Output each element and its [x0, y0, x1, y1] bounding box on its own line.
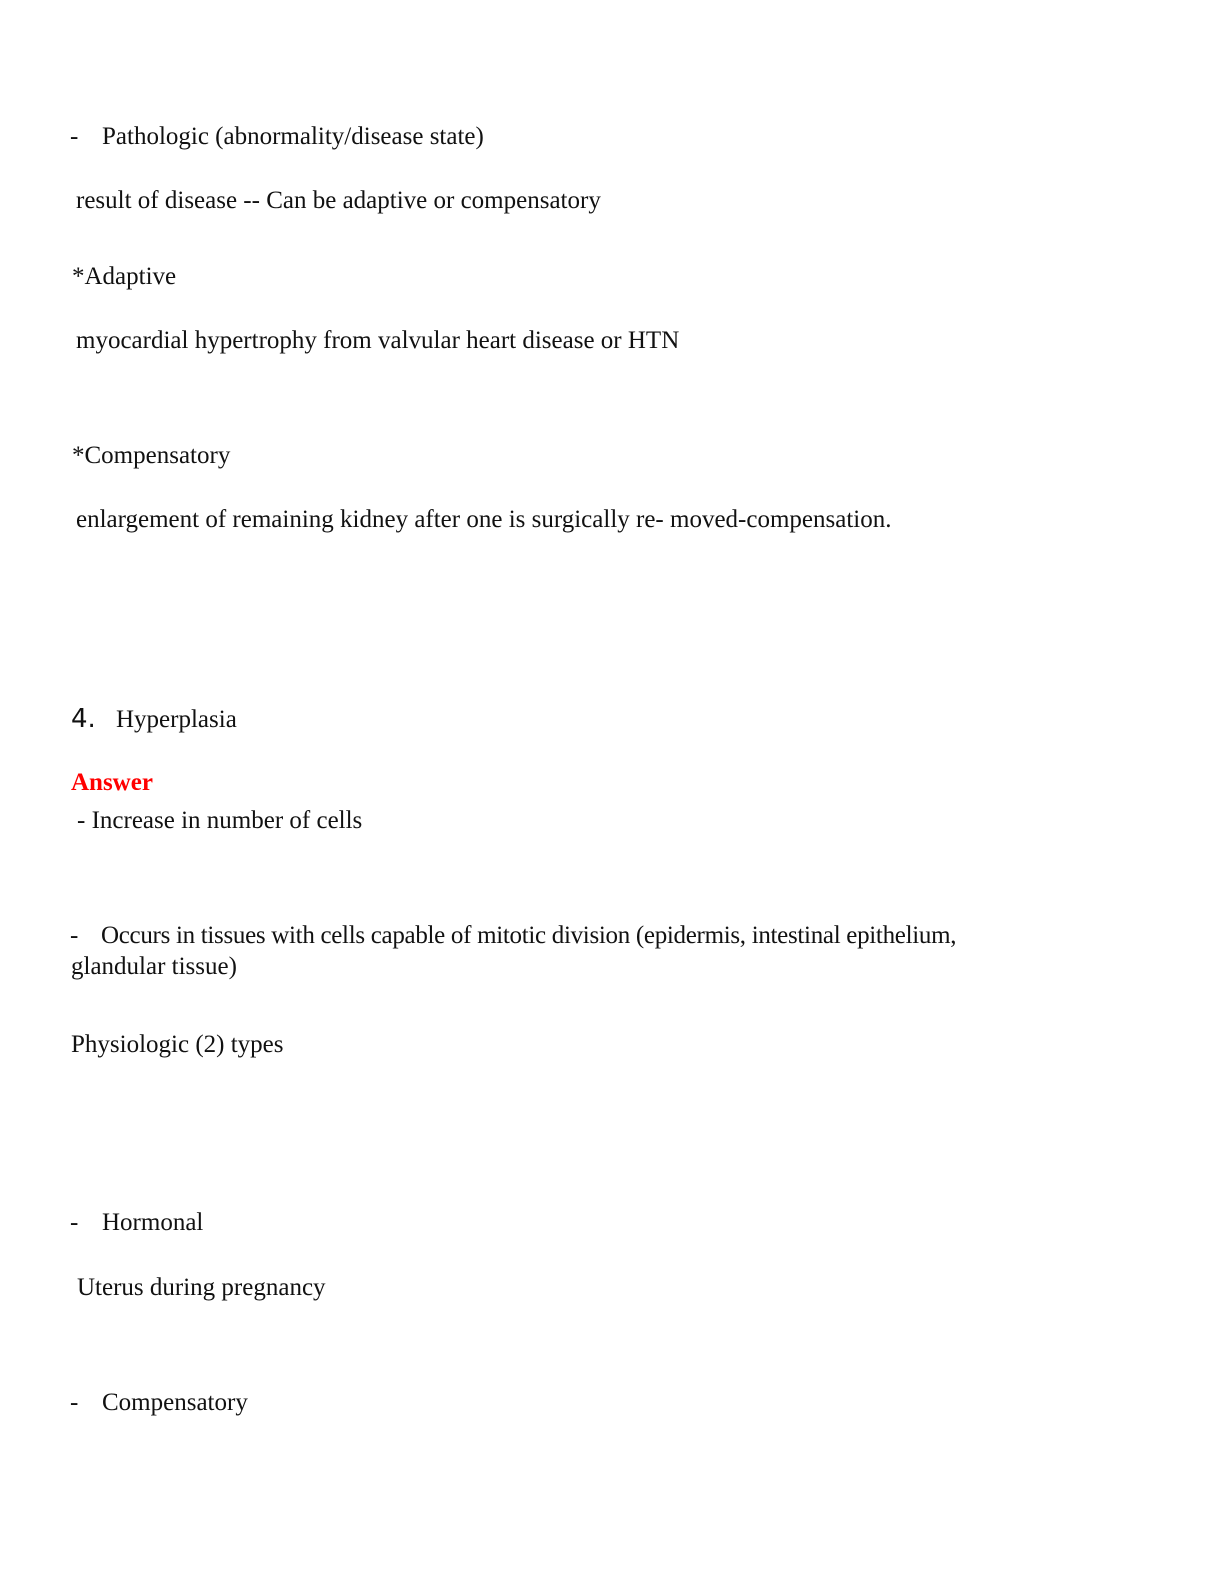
pathologic-description: result of disease -- Can be adaptive or compensatory: [76, 187, 601, 214]
bullet-occurs-text: Occurs in tissues with cells capable of mitotic division (epidermis, intestinal epithelium,: [101, 922, 957, 949]
dash-marker: -: [70, 123, 79, 150]
physiologic-types-heading: Physiologic (2) types: [71, 1031, 284, 1058]
bullet-hormonal-text: Hormonal: [102, 1209, 204, 1236]
bullet-compensatory-text: Compensatory: [102, 1389, 248, 1416]
question-4: [71, 704, 237, 735]
adaptive-heading: *Adaptive: [72, 263, 177, 290]
adaptive-example: myocardial hypertrophy from valvular heart disease or HTN: [76, 327, 680, 354]
question-number: 4.: [71, 704, 96, 734]
bullet-pathologic-text: Pathologic (abnormality/disease state): [102, 123, 484, 150]
bullet-occurs-continuation: glandular tissue): [71, 953, 237, 980]
dash-marker: -: [70, 1389, 79, 1416]
hormonal-example: Uterus during pregnancy: [77, 1274, 326, 1301]
compensatory-heading: *Compensatory: [72, 442, 231, 469]
dash-marker: -: [70, 1209, 79, 1236]
question-title: Hyperplasia: [116, 706, 237, 733]
answer-label: Answer: [71, 769, 153, 796]
compensatory-example: enlargement of remaining kidney after one is surgically re- moved-compensation.: [76, 506, 892, 533]
dash-marker: -: [70, 922, 79, 949]
answer-definition: - Increase in number of cells: [77, 807, 363, 834]
